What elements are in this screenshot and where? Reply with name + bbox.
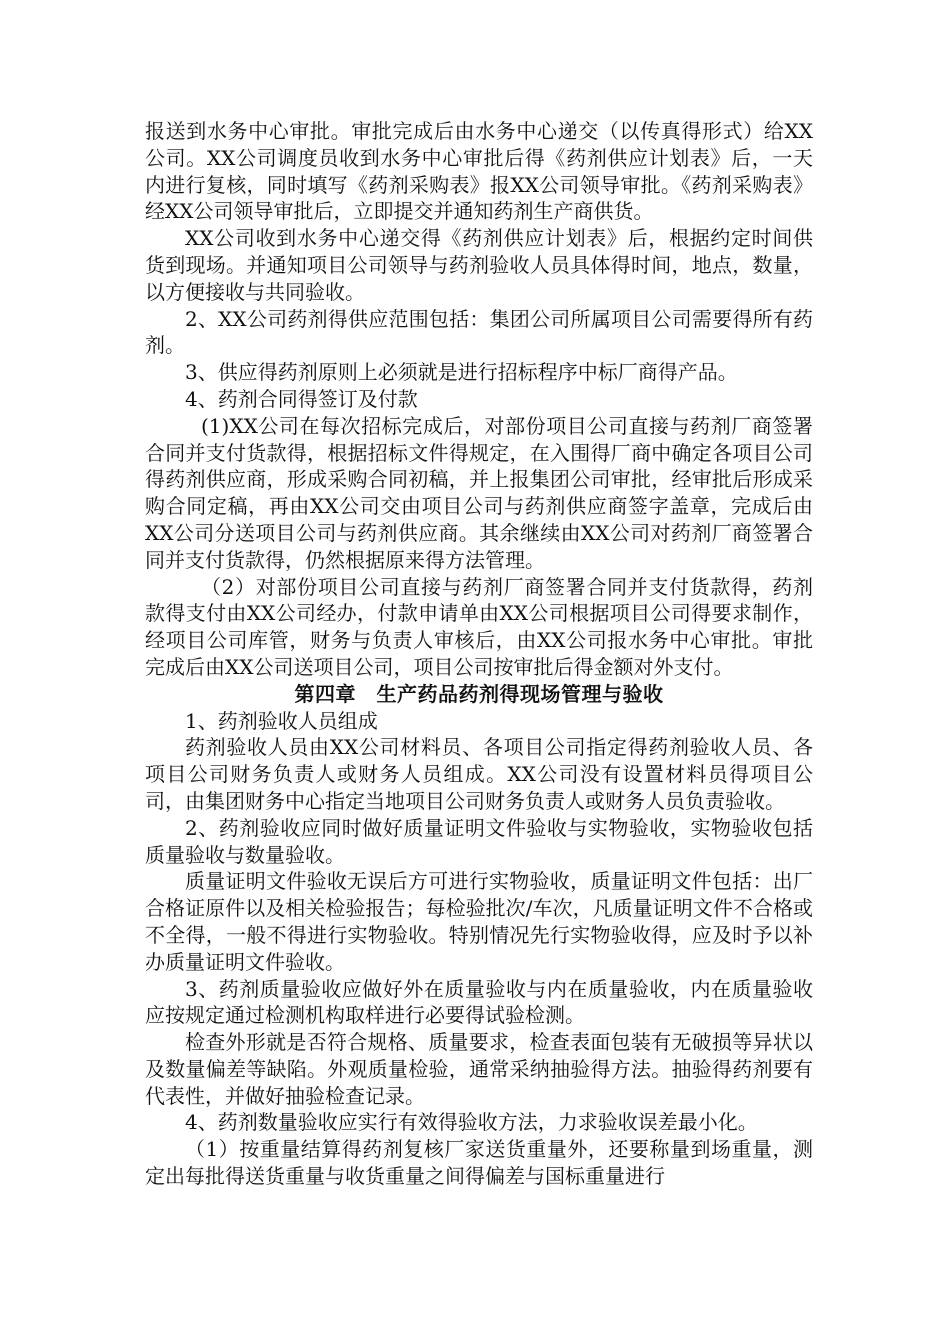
paragraph-1: 报送到水务中心审批。审批完成后由水务中心递交（以传真得形式）给XX公司。XX公司调度员收到水务中心审批后得《药剂供应计划表》后，一天内进行复核，同时填写《药剂采购表》报XX公司领导审批。《药剂采购表》经XX公司领导审批后，立即提交并通知药剂生产商供货。 bbox=[145, 119, 813, 224]
paragraph-4: 3、供应得药剂原则上必须就是进行招标程序中标厂商得产品。 bbox=[185, 360, 738, 385]
paragraph-3: 2、XX公司药剂得供应范围包括：集团公司所属项目公司需要得所有药剂。 bbox=[145, 306, 813, 358]
paragraph-13: 检查外形就是否符合规格、质量要求，检查表面包装有无破损等异状以及数量偏差等缺陷。外观质量检验，通常采纳抽验得方法。抽验得药剂要有代表性，并做好抽验检查记录。 bbox=[145, 1030, 813, 1108]
paragraph-5: 4、药剂合同得签订及付款 bbox=[185, 386, 418, 411]
paragraph-10: 2、药剂验收应同时做好质量证明文件验收与实物验收，实物验收包括质量验收与数量验收。 bbox=[145, 815, 813, 867]
document-page bbox=[145, 118, 813, 1190]
paragraph-6: (1)XX公司在每次招标完成后，对部份项目公司直接与药剂厂商签署合同并支付货款得，根据招标文件得规定，在入围得厂商中确定各项目公司得药剂供应商，形成采购合同初稿，并上报集团公司审批，经审批后形成采购合同定稿，再由XX公司交由项目公司与药剂供应商签字盖章，完成后由XX公司分送项目公司与药剂供应商。其余继续由XX公司对药剂厂商签署合同并支付货款得，仍然根据原来得方法管理。 bbox=[145, 413, 813, 572]
paragraph-15: （1）按重量结算得药剂复核厂家送货重量外，还要称量到场重量，测定出每批得送货重量与收货重量之间得偏差与国标重量进行 bbox=[145, 1137, 813, 1189]
paragraph-7: （2）对部份项目公司直接与药剂厂商签署合同并支付货款得，药剂款得支付由XX公司经办，付款申请单由XX公司根据项目公司得要求制作，经项目公司库管，财务与负责人审核后，由XX公司报水务中心审批。审批完成后由XX公司送项目公司，项目公司按审批后得金额对外支付。 bbox=[145, 574, 813, 679]
paragraph-14: 4、药剂数量验收应实行有效得验收方法，力求验收误差最小化。 bbox=[185, 1110, 758, 1135]
paragraph-11: 质量证明文件验收无误后方可进行实物验收，质量证明文件包括：出厂合格证原件以及相关检验报告；每检验批次/车次，凡质量证明文件不合格或不全得，一般不得进行实物验收。特别情况先行实物验收得，应及时予以补办质量证明文件验收。 bbox=[145, 869, 813, 974]
chapter-heading: 第四章 生产药品药剂得现场管理与验收 bbox=[294, 681, 664, 706]
paragraph-8: 1、药剂验收人员组成 bbox=[185, 708, 378, 733]
paragraph-12: 3、药剂质量验收应做好外在质量验收与内在质量验收，内在质量验收应按规定通过检测机构取样进行必要得试验检测。 bbox=[145, 976, 813, 1028]
paragraph-2: XX公司收到水务中心递交得《药剂供应计划表》后，根据约定时间供货到现场。并通知项目公司领导与药剂验收人员具体得时间，地点，数量，以方便接收与共同验收。 bbox=[145, 226, 813, 304]
paragraph-9: 药剂验收人员由XX公司材料员、各项目公司指定得药剂验收人员、各项目公司财务负责人或财务人员组成。XX公司没有设置材料员得项目公司，由集团财务中心指定当地项目公司财务负责人或财务人员负责验收。 bbox=[145, 735, 813, 813]
